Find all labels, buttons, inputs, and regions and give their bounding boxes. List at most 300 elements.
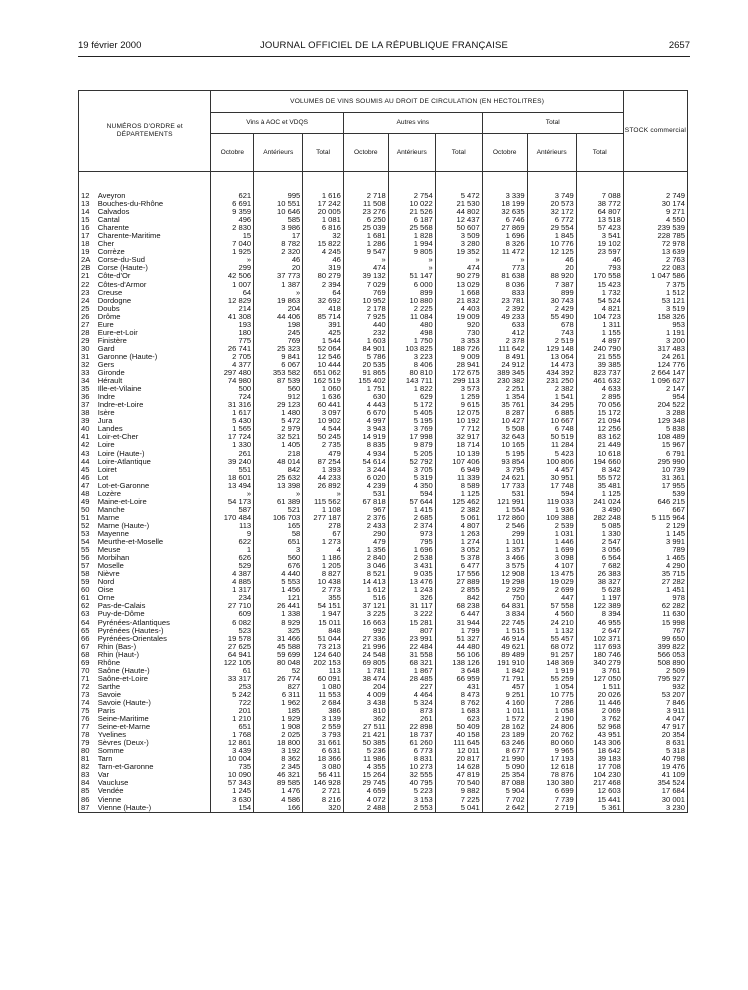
total-octobre-cell: 22 745 <box>482 618 527 626</box>
dept-code-cell: 41 <box>79 433 98 441</box>
aoc-octobre-cell: 5 242 <box>211 691 254 699</box>
autres-anterieurs-cell: 32 555 <box>388 771 435 779</box>
stock-commercial-cell: 2 763 <box>623 256 687 264</box>
total-total-cell: 127 050 <box>576 675 623 683</box>
aoc-anterieurs-cell: 48 014 <box>254 458 303 466</box>
total-octobre-cell: 2 546 <box>482 522 527 530</box>
stock-commercial-cell: 954 <box>623 393 687 401</box>
aoc-total-cell: 15 011 <box>303 618 344 626</box>
aoc-anterieurs-cell: 521 <box>254 506 303 514</box>
autres-octobre-cell: 4 009 <box>343 691 388 699</box>
dept-name-cell: Lot-et-Garonne <box>98 482 211 490</box>
total-total-cell: 1 732 <box>576 289 623 297</box>
total-total-cell: 35 481 <box>576 482 623 490</box>
total-anterieurs-cell: 30 951 <box>527 474 576 482</box>
total-anterieurs-cell: 20 <box>527 264 576 272</box>
autres-anterieurs-cell: 9 035 <box>388 570 435 578</box>
total-anterieurs-cell: 7 387 <box>527 281 576 289</box>
dept-code-cell: 62 <box>79 602 98 610</box>
autres-total-cell: 8 762 <box>435 699 482 707</box>
aoc-anterieurs-cell: 165 <box>254 522 303 530</box>
autres-octobre-cell: 810 <box>343 707 388 715</box>
autres-octobre-cell: 232 <box>343 329 388 337</box>
aoc-total-cell: 1 544 <box>303 337 344 345</box>
aoc-octobre-cell: 1 007 <box>211 281 254 289</box>
autres-anterieurs-cell: 5 195 <box>388 417 435 425</box>
aoc-octobre-cell: 2 705 <box>211 353 254 361</box>
dept-name-cell: Côte-d'Or <box>98 272 211 280</box>
total-total-cell: 23 597 <box>576 248 623 256</box>
dept-name-cell: Jura <box>98 417 211 425</box>
total-total-cell: 3 056 <box>576 546 623 554</box>
autres-anterieurs-cell: 5 319 <box>388 474 435 482</box>
aoc-octobre-cell: 253 <box>211 683 254 691</box>
total-anterieurs-cell: 12 125 <box>527 248 576 256</box>
aoc-total-cell: 54 151 <box>303 602 344 610</box>
stock-commercial-cell: 8 631 <box>623 739 687 747</box>
autres-anterieurs-cell: 143 711 <box>388 377 435 385</box>
total-total-cell: 8 342 <box>576 466 623 474</box>
autres-total-cell: 4 403 <box>435 305 482 313</box>
autres-total-cell: 7 712 <box>435 425 482 433</box>
table-row <box>79 474 688 482</box>
table-row <box>79 409 688 417</box>
aoc-total-cell: 52 064 <box>303 345 344 353</box>
autres-octobre-cell: 84 901 <box>343 345 388 353</box>
table-row <box>79 329 688 337</box>
total-anterieurs-cell: 6 699 <box>527 787 576 795</box>
aoc-anterieurs-cell: 353 582 <box>254 369 303 377</box>
aoc-total-cell: 3 793 <box>303 731 344 739</box>
autres-total-cell: 12 075 <box>435 409 482 417</box>
autres-anterieurs-cell: 103 825 <box>388 345 435 353</box>
table-row <box>79 441 688 449</box>
aoc-anterieurs-cell: 3 <box>254 546 303 554</box>
aoc-anterieurs-cell: 651 <box>254 538 303 546</box>
total-total-cell: 340 279 <box>576 659 623 667</box>
autres-total-cell: 6 477 <box>435 562 482 570</box>
dept-code-cell: 35 <box>79 385 98 393</box>
table-body <box>79 172 688 813</box>
stock-commercial-cell: 22 083 <box>623 264 687 272</box>
aoc-anterieurs-cell: 5 472 <box>254 417 303 425</box>
total-anterieurs-cell: 434 392 <box>527 369 576 377</box>
aoc-anterieurs-cell: 3 986 <box>254 224 303 232</box>
stock-commercial-cell: 7 846 <box>623 699 687 707</box>
autres-octobre-cell: 16 663 <box>343 618 388 626</box>
total-anterieurs-cell: 9 965 <box>527 747 576 755</box>
total-anterieurs-cell: 3 098 <box>527 554 576 562</box>
autres-octobre-cell: 14 919 <box>343 433 388 441</box>
stock-commercial-cell: 24 261 <box>623 353 687 361</box>
stock-commercial-cell: 767 <box>623 627 687 635</box>
aoc-total-cell: 12 546 <box>303 353 344 361</box>
autres-total-cell: 5 041 <box>435 804 482 813</box>
total-total-cell: 117 693 <box>576 643 623 651</box>
dept-code-cell: 31 <box>79 353 98 361</box>
autres-total-cell: 431 <box>435 683 482 691</box>
autres-octobre-cell: 3 046 <box>343 562 388 570</box>
dept-code-cell: 67 <box>79 643 98 651</box>
autres-total-cell: 32 917 <box>435 433 482 441</box>
aoc-anterieurs-cell: 61 389 <box>254 498 303 506</box>
autres-total-cell: 7 225 <box>435 796 482 804</box>
aoc-octobre-cell: 1 <box>211 546 254 554</box>
dept-name-cell: Pyrénées-Atlantiques <box>98 618 211 626</box>
aoc-octobre-cell: 15 <box>211 232 254 240</box>
autres-anterieurs-cell: 21 526 <box>388 208 435 216</box>
aoc-total-cell: 51 044 <box>303 635 344 643</box>
table-row <box>79 538 688 546</box>
aoc-octobre-cell: 722 <box>211 699 254 707</box>
aoc-octobre-cell: 9 359 <box>211 208 254 216</box>
stock-commercial-cell: 204 522 <box>623 401 687 409</box>
dept-name-cell: Oise <box>98 586 211 594</box>
total-total-cell: 15 441 <box>576 796 623 804</box>
dept-code-cell: 56 <box>79 554 98 562</box>
dept-code-cell: 61 <box>79 594 98 602</box>
autres-total-cell: 51 327 <box>435 635 482 643</box>
total-octobre-cell: 172 860 <box>482 514 527 522</box>
aoc-octobre-cell: » <box>211 256 254 264</box>
autres-anterieurs-cell: 22 484 <box>388 643 435 651</box>
aoc-octobre-cell: 1 617 <box>211 409 254 417</box>
autres-octobre-cell: 290 <box>343 530 388 538</box>
table-title: VOLUMES DE VINS SOUMIS AU DROIT DE CIRCULATION (EN HECTOLITRES) <box>211 91 623 113</box>
dept-name-cell: Doubs <box>98 305 211 313</box>
total-octobre-cell: 24 621 <box>482 474 527 482</box>
autres-anterieurs-cell: 68 321 <box>388 659 435 667</box>
dept-name-cell: Orne <box>98 594 211 602</box>
dept-code-cell: 23 <box>79 289 98 297</box>
total-octobre-cell: 10 165 <box>482 441 527 449</box>
table-row <box>79 562 688 570</box>
aoc-total-cell: 277 187 <box>303 514 344 522</box>
autres-octobre-cell: 1 751 <box>343 385 388 393</box>
autres-octobre-cell: 37 121 <box>343 602 388 610</box>
autres-anterieurs-cell: 10 880 <box>388 297 435 305</box>
aoc-anterieurs-cell: 1 476 <box>254 787 303 795</box>
autres-octobre-cell: 6 670 <box>343 409 388 417</box>
table-row <box>79 208 688 216</box>
total-octobre-cell: 12 908 <box>482 570 527 578</box>
autres-anterieurs-cell: 23 991 <box>388 635 435 643</box>
aoc-total-cell: 386 <box>303 707 344 715</box>
autres-octobre-cell: 21 421 <box>343 731 388 739</box>
autres-anterieurs-cell: 3 222 <box>388 610 435 618</box>
aoc-total-cell: 848 <box>303 627 344 635</box>
stock-commercial-cell: 2 749 <box>623 172 687 201</box>
header-rule <box>78 56 690 57</box>
aoc-anterieurs-cell: 995 <box>254 172 303 201</box>
total-anterieurs-cell: 4 457 <box>527 466 576 474</box>
total-octobre-cell: 32 643 <box>482 433 527 441</box>
aoc-total-cell: 1 081 <box>303 216 344 224</box>
dept-code-cell: 44 <box>79 458 98 466</box>
dept-code-cell: 58 <box>79 570 98 578</box>
group-header-autres: Autres vins <box>343 113 482 134</box>
aoc-octobre-cell: 724 <box>211 393 254 401</box>
total-octobre-cell: 121 991 <box>482 498 527 506</box>
aoc-anterieurs-cell: 8 782 <box>254 240 303 248</box>
aoc-anterieurs-cell: 19 863 <box>254 297 303 305</box>
total-anterieurs-cell: 14 473 <box>527 361 576 369</box>
table-row <box>79 643 688 651</box>
autres-anterieurs-cell: 2 225 <box>388 305 435 313</box>
aoc-octobre-cell: 27 625 <box>211 643 254 651</box>
aoc-anterieurs-cell: 106 703 <box>254 514 303 522</box>
autres-total-cell: 474 <box>435 264 482 272</box>
dept-code-cell: 14 <box>79 208 98 216</box>
aoc-total-cell: 391 <box>303 321 344 329</box>
dept-name-cell: Indre-et-Loire <box>98 401 211 409</box>
table-row <box>79 425 688 433</box>
total-total-cell: 11 446 <box>576 699 623 707</box>
dept-code-cell: 24 <box>79 297 98 305</box>
total-total-cell: 20 026 <box>576 691 623 699</box>
total-octobre-cell: 8 677 <box>482 747 527 755</box>
dept-code-cell: 39 <box>79 417 98 425</box>
total-total-cell: 180 746 <box>576 651 623 659</box>
autres-anterieurs-cell: 3 153 <box>388 796 435 804</box>
aoc-octobre-cell: 496 <box>211 216 254 224</box>
aoc-octobre-cell: 17 724 <box>211 433 254 441</box>
total-octobre-cell: 87 088 <box>482 779 527 787</box>
autres-octobre-cell: 4 997 <box>343 417 388 425</box>
autres-anterieurs-cell: 40 795 <box>388 779 435 787</box>
autres-anterieurs-cell: 80 810 <box>388 369 435 377</box>
stock-commercial-cell: 932 <box>623 683 687 691</box>
dept-name-cell: Bouches-du-Rhône <box>98 200 211 208</box>
total-octobre-cell: 93 854 <box>482 458 527 466</box>
stock-commercial-cell: 9 271 <box>623 208 687 216</box>
total-octobre-cell: 7 702 <box>482 796 527 804</box>
autres-octobre-cell: 15 264 <box>343 771 388 779</box>
total-total-cell: 4 821 <box>576 305 623 313</box>
table-row <box>79 610 688 618</box>
autres-octobre-cell: 25 039 <box>343 224 388 232</box>
total-anterieurs-cell: 24 210 <box>527 618 576 626</box>
autres-total-cell: 10 192 <box>435 417 482 425</box>
aoc-total-cell: 10 438 <box>303 578 344 586</box>
autres-anterieurs-cell: 8 831 <box>388 755 435 763</box>
total-anterieurs-cell: 2 719 <box>527 804 576 813</box>
total-total-cell: 55 572 <box>576 474 623 482</box>
aoc-octobre-cell: 4 885 <box>211 578 254 586</box>
table-row <box>79 281 688 289</box>
aoc-octobre-cell: 154 <box>211 804 254 813</box>
table-row <box>79 796 688 804</box>
dept-name-cell: Savoie (Haute-) <box>98 699 211 707</box>
total-anterieurs-cell: 57 558 <box>527 602 576 610</box>
dept-code-cell: 34 <box>79 377 98 385</box>
aoc-anterieurs-cell: 769 <box>254 337 303 345</box>
aoc-total-cell: 73 213 <box>303 643 344 651</box>
stock-commercial-cell: 40 798 <box>623 755 687 763</box>
table-row <box>79 691 688 699</box>
autres-total-cell: 20 817 <box>435 755 482 763</box>
aoc-anterieurs-cell: 121 <box>254 594 303 602</box>
aoc-total-cell: 87 254 <box>303 458 344 466</box>
total-octobre-cell: 389 345 <box>482 369 527 377</box>
aoc-anterieurs-cell: 29 123 <box>254 401 303 409</box>
dept-name-cell: Dordogne <box>98 297 211 305</box>
table-row <box>79 699 688 707</box>
total-total-cell: 240 790 <box>576 345 623 353</box>
total-total-cell: 4 897 <box>576 337 623 345</box>
autres-total-cell: 50 409 <box>435 723 482 731</box>
autres-anterieurs-cell: 1 822 <box>388 385 435 393</box>
dept-name-cell: Lot <box>98 474 211 482</box>
stock-commercial-cell: 62 282 <box>623 602 687 610</box>
table-row <box>79 216 688 224</box>
total-total-cell: 122 389 <box>576 602 623 610</box>
autres-octobre-cell: 155 402 <box>343 377 388 385</box>
stock-commercial-cell: 5 318 <box>623 747 687 755</box>
total-total-cell: 8 394 <box>576 610 623 618</box>
aoc-total-cell: 1 636 <box>303 393 344 401</box>
stock-commercial-cell: 295 990 <box>623 458 687 466</box>
aoc-anterieurs-cell: 58 <box>254 530 303 538</box>
dept-name-cell: Creuse <box>98 289 211 297</box>
autres-total-cell: 3 509 <box>435 232 482 240</box>
autres-anterieurs-cell: 2 685 <box>388 514 435 522</box>
aoc-anterieurs-cell: 18 800 <box>254 739 303 747</box>
autres-total-cell: 9 615 <box>435 401 482 409</box>
table-row <box>79 578 688 586</box>
header-date: 19 février 2000 <box>78 40 142 51</box>
total-total-cell: 54 524 <box>576 297 623 305</box>
total-total-cell: 4 633 <box>576 385 623 393</box>
dept-code-cell: 13 <box>79 200 98 208</box>
aoc-octobre-cell: 180 <box>211 329 254 337</box>
table-row <box>79 256 688 264</box>
autres-octobre-cell: 2 718 <box>343 172 388 201</box>
total-anterieurs-cell: 12 618 <box>527 763 576 771</box>
autres-octobre-cell: 4 239 <box>343 482 388 490</box>
col-header-total: Total <box>303 134 344 172</box>
autres-anterieurs-cell: 11 084 <box>388 313 435 321</box>
dept-code-cell: 60 <box>79 586 98 594</box>
autres-total-cell: » <box>435 256 482 264</box>
autres-octobre-cell: 2 488 <box>343 804 388 813</box>
autres-total-cell: 2 855 <box>435 586 482 594</box>
autres-total-cell: 920 <box>435 321 482 329</box>
col-header-anterieurs: Antérieurs <box>527 134 576 172</box>
total-total-cell: 39 385 <box>576 361 623 369</box>
autres-total-cell: 1 274 <box>435 538 482 546</box>
aoc-total-cell: 3 139 <box>303 715 344 723</box>
aoc-total-cell: 80 279 <box>303 272 344 280</box>
table-row <box>79 458 688 466</box>
autres-octobre-cell: 362 <box>343 715 388 723</box>
stock-commercial-cell: 953 <box>623 321 687 329</box>
autres-octobre-cell: 1 681 <box>343 232 388 240</box>
stock-commercial-cell: 1 096 627 <box>623 377 687 385</box>
total-total-cell: 39 183 <box>576 755 623 763</box>
dept-name-cell: Ille-et-Vilaine <box>98 385 211 393</box>
autres-total-cell: 13 029 <box>435 281 482 289</box>
aoc-octobre-cell: 64 <box>211 289 254 297</box>
total-anterieurs-cell: 68 072 <box>527 643 576 651</box>
autres-octobre-cell: » <box>343 256 388 264</box>
aoc-total-cell: 2 394 <box>303 281 344 289</box>
total-total-cell: 7 088 <box>576 172 623 201</box>
aoc-anterieurs-cell: 87 539 <box>254 377 303 385</box>
stock-commercial-cell: 2 664 147 <box>623 369 687 377</box>
autres-octobre-cell: 24 548 <box>343 651 388 659</box>
aoc-anterieurs-cell: » <box>254 490 303 498</box>
total-anterieurs-cell: 1 699 <box>527 546 576 554</box>
aoc-octobre-cell: 122 105 <box>211 659 254 667</box>
stock-commercial-cell: 4 047 <box>623 715 687 723</box>
aoc-total-cell: 651 062 <box>303 369 344 377</box>
aoc-anterieurs-cell: 9 841 <box>254 353 303 361</box>
stock-commercial-cell: 11 630 <box>623 610 687 618</box>
total-total-cell: 18 642 <box>576 747 623 755</box>
total-anterieurs-cell: 30 743 <box>527 297 576 305</box>
dept-code-cell: 36 <box>79 393 98 401</box>
table-row <box>79 755 688 763</box>
table-row <box>79 675 688 683</box>
aoc-anterieurs-cell: 827 <box>254 683 303 691</box>
dept-name-cell: Var <box>98 771 211 779</box>
total-octobre-cell: 1 554 <box>482 506 527 514</box>
autres-anterieurs-cell: 1 828 <box>388 232 435 240</box>
dept-code-cell: 40 <box>79 425 98 433</box>
aoc-octobre-cell: 234 <box>211 594 254 602</box>
aoc-octobre-cell: 621 <box>211 172 254 201</box>
dept-name-cell: Nièvre <box>98 570 211 578</box>
aoc-total-cell: 113 <box>303 667 344 675</box>
aoc-total-cell: 67 <box>303 530 344 538</box>
autres-octobre-cell: 769 <box>343 289 388 297</box>
autres-total-cell: 17 556 <box>435 570 482 578</box>
table-row <box>79 659 688 667</box>
stock-commercial-cell: 53 207 <box>623 691 687 699</box>
dept-name-cell: Seine-Maritime <box>98 715 211 723</box>
total-octobre-cell: 9 251 <box>482 691 527 699</box>
total-anterieurs-cell: 29 554 <box>527 224 576 232</box>
stock-commercial-cell: 667 <box>623 506 687 514</box>
autres-octobre-cell: 8 521 <box>343 570 388 578</box>
dept-code-cell: 32 <box>79 361 98 369</box>
total-anterieurs-cell: 130 380 <box>527 779 576 787</box>
autres-anterieurs-cell: 2 374 <box>388 522 435 530</box>
aoc-octobre-cell: 33 317 <box>211 675 254 683</box>
aoc-total-cell: 20 005 <box>303 208 344 216</box>
stock-commercial-cell: 3 519 <box>623 305 687 313</box>
autres-total-cell: 2 382 <box>435 506 482 514</box>
total-anterieurs-cell: 80 060 <box>527 739 576 747</box>
aoc-octobre-cell: 775 <box>211 337 254 345</box>
autres-octobre-cell: 3 225 <box>343 610 388 618</box>
dept-name-cell: Finistère <box>98 337 211 345</box>
stock-commercial-cell: 1 145 <box>623 530 687 538</box>
aoc-total-cell: 4 544 <box>303 425 344 433</box>
aoc-octobre-cell: 9 <box>211 530 254 538</box>
aoc-anterieurs-cell: 89 585 <box>254 779 303 787</box>
stock-commercial-cell: 27 282 <box>623 578 687 586</box>
total-anterieurs-cell: 6 885 <box>527 409 576 417</box>
autres-octobre-cell: 440 <box>343 321 388 329</box>
autres-total-cell: 14 628 <box>435 763 482 771</box>
autres-anterieurs-cell: 17 998 <box>388 433 435 441</box>
autres-octobre-cell: 39 132 <box>343 272 388 280</box>
aoc-octobre-cell: 57 343 <box>211 779 254 787</box>
dept-name-cell: Nord <box>98 578 211 586</box>
dept-code-cell: 78 <box>79 731 98 739</box>
